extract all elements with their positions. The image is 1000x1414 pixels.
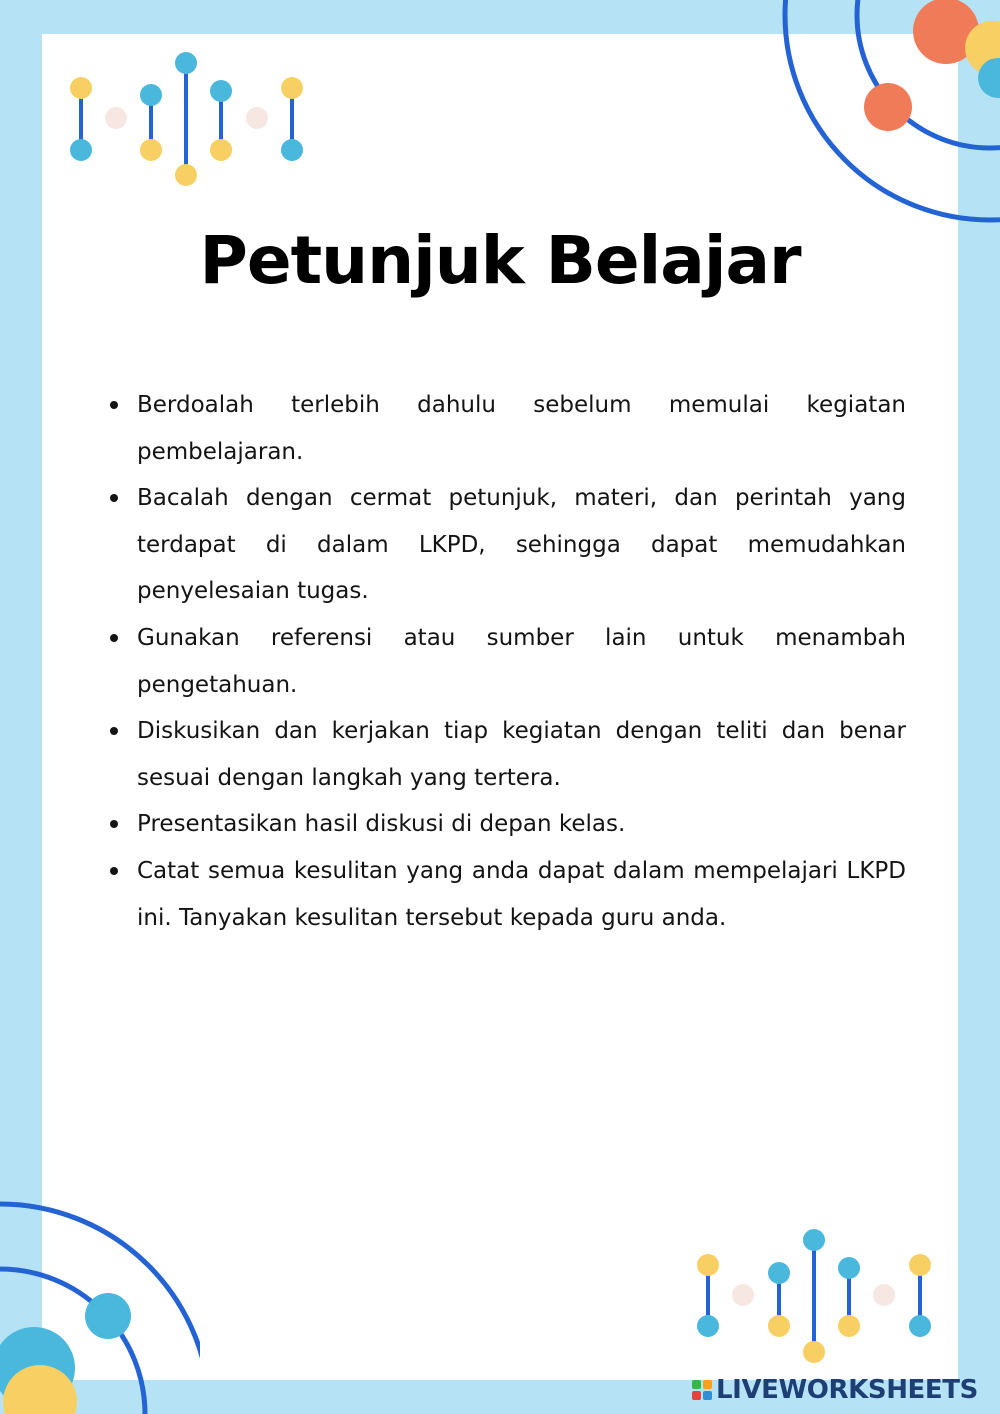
list-item	[137, 615, 906, 708]
list-item-text: Gunakan referensi atau sumber lain untuk menambah pengetahuan.	[137, 624, 906, 698]
page-title: Petunjuk Belajar	[199, 222, 801, 299]
list-item	[137, 382, 906, 475]
list-item-text: Diskusikan dan kerjakan tiap kegiatan dengan teliti dan benar sesuai dengan langkah yang tertera.	[137, 718, 906, 791]
brand-name: LIVEWORKSHEETS	[716, 1375, 978, 1405]
bullet-icon	[110, 401, 118, 409]
instruction-list	[137, 382, 906, 941]
orbit-rings-top-right-icon	[760, 0, 1000, 230]
liveworksheets-watermark	[692, 1374, 978, 1406]
list-item	[137, 708, 906, 801]
liveworksheets-logo-icon	[692, 1380, 712, 1400]
list-item	[137, 801, 906, 848]
list-item-text: Berdoalah terlebih dahulu sebelum memulai kegiatan pembelajaran.	[137, 392, 906, 465]
bullet-icon	[110, 867, 118, 875]
molecule-decoration-icon	[60, 45, 320, 195]
bullet-icon	[110, 634, 118, 642]
molecule-decoration-icon	[686, 1222, 946, 1372]
orbit-rings-bottom-left-icon	[0, 1190, 200, 1414]
list-item	[137, 475, 906, 615]
list-item-text: Bacalah dengan cermat petunjuk, materi, dan perintah yang terdapat di dalam LKPD, sehingga dapat memudahkan penyelesaian tugas.	[137, 485, 906, 605]
list-item-text: Presentasikan hasil diskusi di depan kelas.	[137, 811, 626, 838]
list-item	[137, 848, 906, 941]
list-item-text: Catat semua kesulitan yang anda dapat dalam mempelajari LKPD ini. Tanyakan kesulitan tersebut kepada guru anda.	[137, 857, 906, 931]
